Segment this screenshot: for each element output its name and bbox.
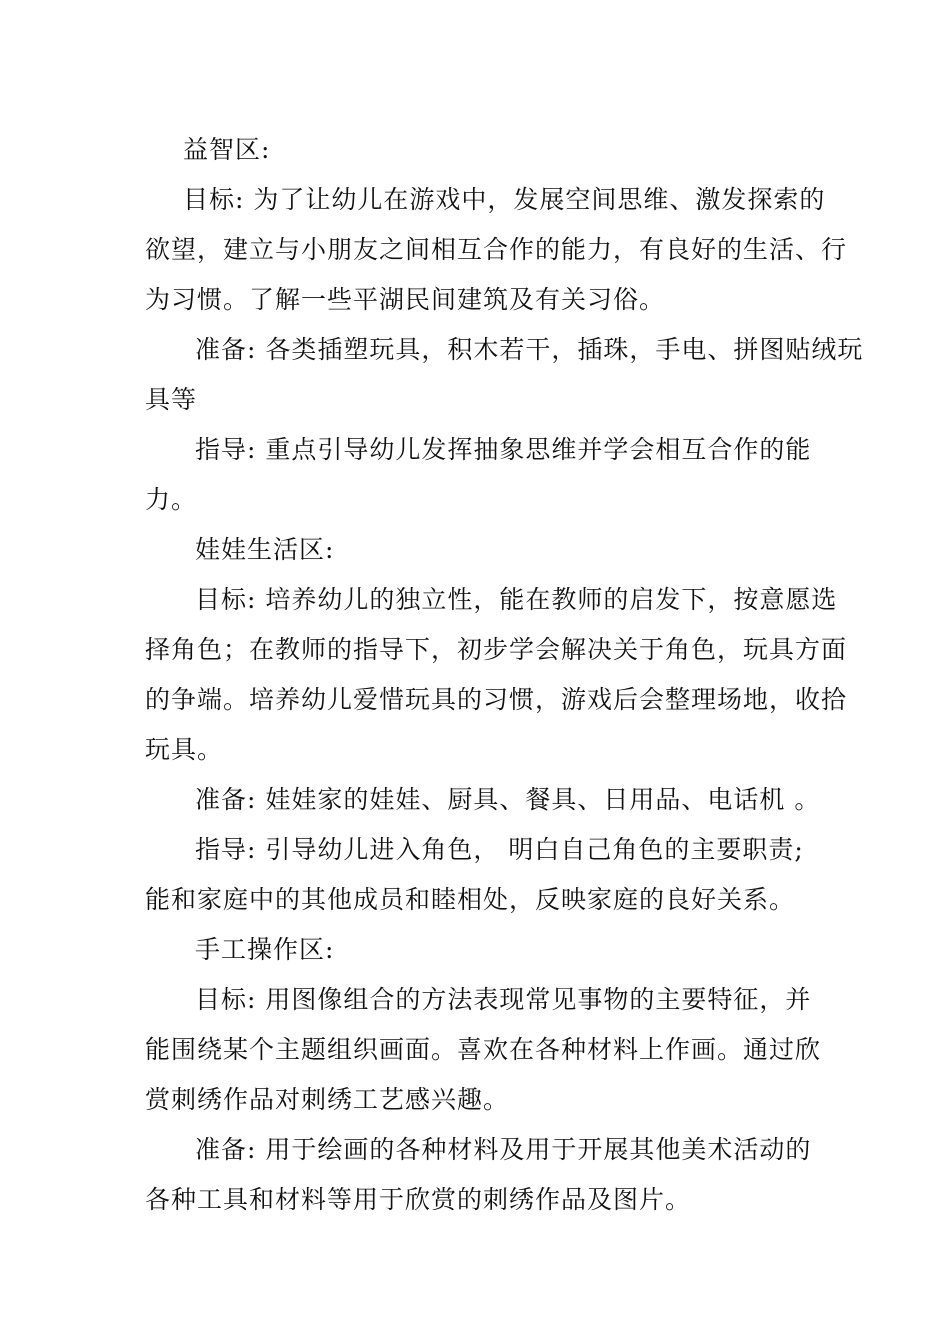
paragraph-line: 欲望，建立与小朋友之间相互合作的能力，有良好的生活、行 (145, 235, 848, 264)
paragraph-line: 能和家庭中的其他成员和睦相处，反映家庭的良好关系。 (145, 885, 796, 914)
paragraph-line: 择角色；在教师的指导下，初步学会解决关于角色，玩具方面 (145, 635, 848, 664)
section-heading-puzzle-area: 益智区: (183, 135, 271, 164)
paragraph-line: 为习惯。了解一些平湖民间建筑及有关习俗。 (145, 285, 666, 314)
paragraph-line: 目标: 为了让幼儿在游戏中，发展空间思维、激发探索的 (183, 185, 826, 214)
section-heading-doll-life-area: 娃娃生活区: (195, 535, 335, 564)
paragraph-line: 赏刺绣作品对刺绣工艺感兴趣。 (145, 1085, 510, 1114)
paragraph-line: 准备: 用于绘画的各种材料及用于开展其他美术活动的 (195, 1135, 812, 1164)
paragraph-line: 玩具。 (145, 735, 224, 764)
paragraph-line: 力。 (145, 485, 198, 514)
paragraph-line: 准备: 娃娃家的娃娃、厨具、餐具、日用品、电话机 。 (195, 785, 821, 814)
section-heading-handcraft-area: 手工操作区: (195, 935, 335, 964)
paragraph-line: 目标: 用图像组合的方法表现常见事物的主要特征，并 (195, 985, 812, 1014)
paragraph-line: 具等 (145, 385, 198, 414)
paragraph-line: 能围绕某个主题组织画面。喜欢在各种材料上作画。通过欣 (145, 1035, 822, 1064)
paragraph-line: 指导: 引导幼儿进入角色， 明白自己角色的主要职责; (195, 835, 804, 864)
paragraph-line: 目标: 培养幼儿的独立性，能在教师的启发下，按意愿选 (195, 585, 838, 614)
paragraph-line: 各种工具和材料等用于欣赏的刺绣作品及图片。 (145, 1185, 692, 1214)
paragraph-line: 指导: 重点引导幼儿发挥抽象思维并学会相互合作的能 (195, 435, 812, 464)
paragraph-line: 准备: 各类插塑玩具，积木若干，插珠，手电、拼图贴绒玩 (195, 335, 864, 364)
paragraph-line: 的争端。培养幼儿爱惜玩具的习惯，游戏后会整理场地，收拾 (145, 685, 848, 714)
